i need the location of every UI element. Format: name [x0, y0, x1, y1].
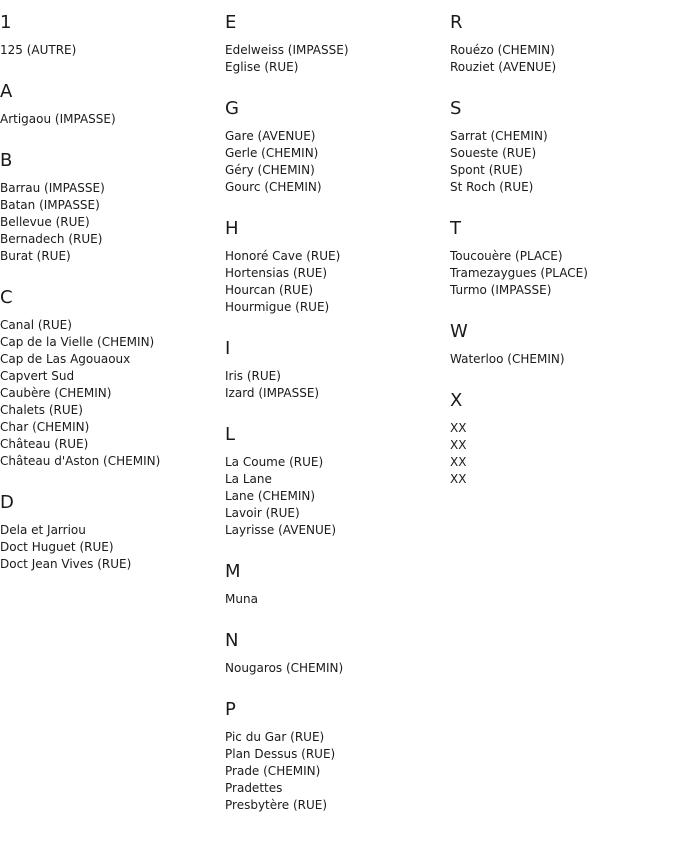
street-entry: Canal (RUE) [0, 318, 72, 332]
section-letter: W [450, 321, 468, 342]
street-list [225, 368, 450, 402]
street-entry: Doct Jean Vives (RUE) [0, 557, 132, 571]
street-list [225, 454, 450, 539]
street-entry: XX [450, 421, 467, 435]
street-list [0, 111, 225, 128]
section-letter: P [225, 699, 236, 720]
street-entry: Cap de Las Agouaoux [0, 352, 131, 366]
section-letter: H [225, 218, 239, 239]
index-column [0, 12, 225, 595]
letter-group [225, 699, 450, 814]
letter-group [450, 98, 675, 196]
street-entry: Honoré Cave (RUE) [225, 249, 341, 263]
street-list [450, 420, 675, 488]
letter-group [450, 218, 675, 299]
street-entry: Lane (CHEMIN) [225, 489, 316, 503]
street-list [225, 42, 450, 76]
street-list [450, 351, 675, 368]
street-entry: Château (RUE) [0, 437, 89, 451]
section-letter: D [0, 492, 14, 513]
letter-group [225, 98, 450, 196]
street-entry: Soueste (RUE) [450, 146, 537, 160]
letter-group [450, 321, 675, 368]
street-entry: Iris (RUE) [225, 369, 281, 383]
letter-group [450, 12, 675, 76]
section-letter: G [225, 98, 239, 119]
street-entry: La Coume (RUE) [225, 455, 324, 469]
street-entry: Capvert Sud [0, 369, 75, 383]
street-list [450, 128, 675, 196]
section-letter: M [225, 561, 241, 582]
letter-group [225, 218, 450, 316]
street-list [0, 317, 225, 470]
street-entry: Pradettes [225, 781, 283, 795]
street-entry: Batan (IMPASSE) [0, 198, 100, 212]
section-letter: L [225, 424, 236, 445]
street-entry: La Lane [225, 472, 272, 486]
street-entry: Géry (CHEMIN) [225, 163, 315, 177]
street-list [450, 42, 675, 76]
section-letter: R [450, 12, 463, 33]
section-letter: S [450, 98, 462, 119]
street-entry: Caubère (CHEMIN) [0, 386, 112, 400]
street-entry: Layrisse (AVENUE) [225, 523, 337, 537]
street-entry: Eglise (RUE) [225, 60, 299, 74]
section-letter: B [0, 150, 13, 171]
street-entry: Gourc (CHEMIN) [225, 180, 322, 194]
street-entry: Dela et Jarriou [0, 523, 86, 537]
street-entry: Château d'Aston (CHEMIN) [0, 454, 161, 468]
street-entry: Bellevue (RUE) [0, 215, 90, 229]
street-entry: Bernadech (RUE) [0, 232, 103, 246]
street-list [225, 248, 450, 316]
street-entry: 125 (AUTRE) [0, 43, 77, 57]
letter-group [0, 12, 225, 59]
street-entry: Nougaros (CHEMIN) [225, 661, 344, 675]
street-entry: XX [450, 438, 467, 452]
letter-group [0, 492, 225, 573]
street-entry: Rouziet (AVENUE) [450, 60, 557, 74]
street-entry: Gare (AVENUE) [225, 129, 316, 143]
letter-group [0, 287, 225, 470]
street-entry: Sarrat (CHEMIN) [450, 129, 548, 143]
street-entry: Muna [225, 592, 258, 606]
letter-group [225, 424, 450, 539]
street-entry: Turmo (IMPASSE) [450, 283, 552, 297]
street-entry: Char (CHEMIN) [0, 420, 90, 434]
letter-group [225, 561, 450, 608]
index-column [225, 12, 450, 836]
street-entry: Spont (RUE) [450, 163, 523, 177]
street-entry: Hourcan (RUE) [225, 283, 314, 297]
letter-group [225, 12, 450, 76]
letter-group [225, 338, 450, 402]
street-list [225, 128, 450, 196]
street-entry: Prade (CHEMIN) [225, 764, 321, 778]
street-entry: Toucouère (PLACE) [450, 249, 563, 263]
street-entry: XX [450, 455, 467, 469]
street-entry: Chalets (RUE) [0, 403, 83, 417]
section-letter: E [225, 12, 237, 33]
street-entry: Burat (RUE) [0, 249, 71, 263]
street-entry: Plan Dessus (RUE) [225, 747, 336, 761]
street-list [225, 591, 450, 608]
section-letter: 1 [0, 12, 12, 33]
street-entry: Hortensias (RUE) [225, 266, 328, 280]
street-list [225, 729, 450, 814]
street-entry: Tramezaygues (PLACE) [450, 266, 588, 280]
section-letter: X [450, 390, 463, 411]
street-list [0, 180, 225, 265]
street-entry: Cap de la Vielle (CHEMIN) [0, 335, 155, 349]
street-entry: St Roch (RUE) [450, 180, 534, 194]
index-column [450, 12, 675, 510]
street-entry: XX [450, 472, 467, 486]
section-letter: A [0, 81, 13, 102]
street-entry: Pic du Gar (RUE) [225, 730, 325, 744]
street-entry: Gerle (CHEMIN) [225, 146, 319, 160]
street-entry: Rouézo (CHEMIN) [450, 43, 555, 57]
section-letter: T [450, 218, 461, 239]
street-entry: Hourmigue (RUE) [225, 300, 330, 314]
section-letter: N [225, 630, 239, 651]
street-entry: Artigaou (IMPASSE) [0, 112, 116, 126]
street-entry: Waterloo (CHEMIN) [450, 352, 565, 366]
street-list [0, 42, 225, 59]
letter-group [225, 630, 450, 677]
street-entry: Izard (IMPASSE) [225, 386, 320, 400]
letter-group [0, 150, 225, 265]
street-entry: Lavoir (RUE) [225, 506, 300, 520]
street-entry: Presbytère (RUE) [225, 798, 328, 812]
street-list [0, 522, 225, 573]
letter-group [450, 390, 675, 488]
street-list [225, 660, 450, 677]
street-entry: Edelweiss (IMPASSE) [225, 43, 349, 57]
letter-group [0, 81, 225, 128]
street-entry: Doct Huguet (RUE) [0, 540, 114, 554]
street-entry: Barrau (IMPASSE) [0, 181, 105, 195]
section-letter: C [0, 287, 13, 308]
street-list [450, 248, 675, 299]
section-letter: I [225, 338, 231, 359]
